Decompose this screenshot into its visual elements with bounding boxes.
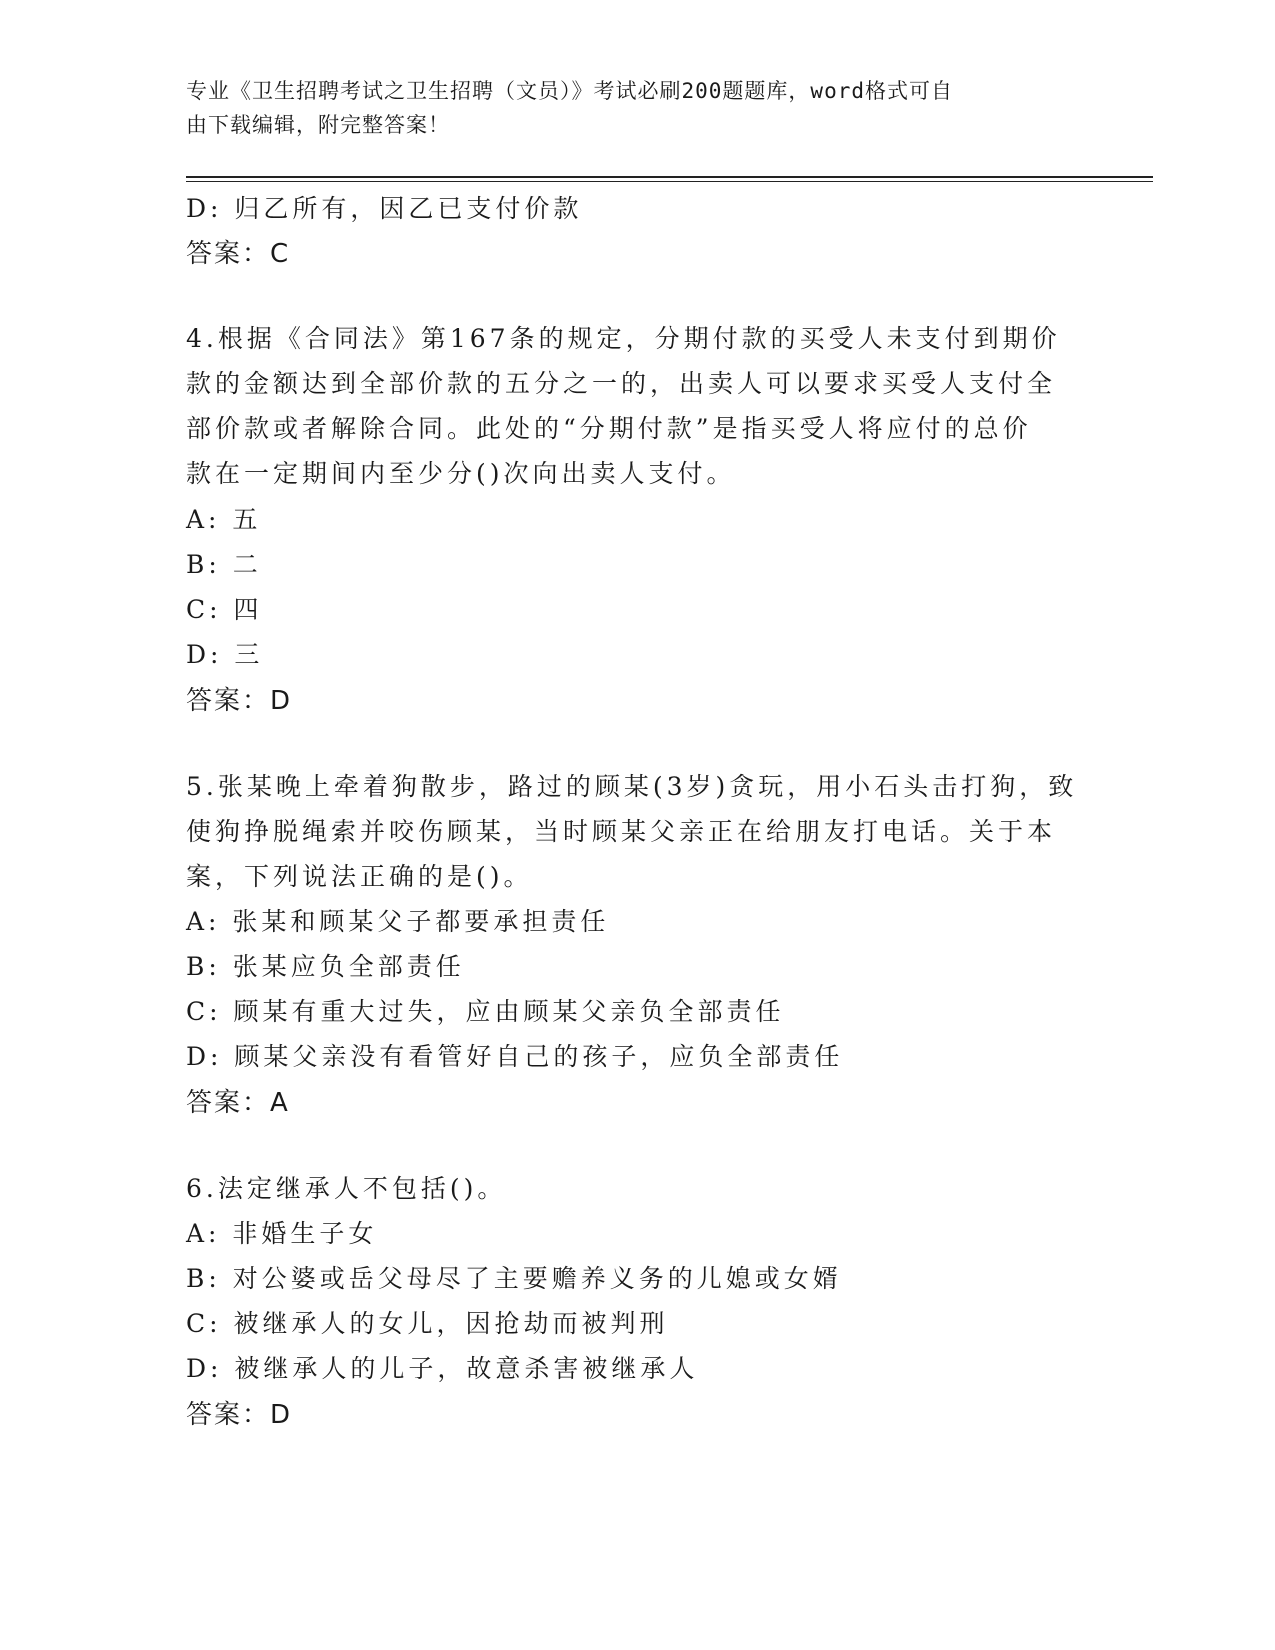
q3-answer: 答案：C	[186, 239, 291, 269]
page-header	[186, 74, 1066, 142]
q4-stem-line-4: 款在一定期间内至少分()次向出卖人支付。	[186, 459, 736, 488]
header-divider-thin	[186, 181, 1153, 182]
q5-stem-line-1: 5.张某晚上牵着狗散步，路过的顾某(3岁)贪玩，用小石头击打狗，致	[186, 772, 1078, 801]
q4-stem-line-2: 款的金额达到全部价款的五分之一的，出卖人可以要求买受人支付全	[186, 369, 1057, 398]
q5-option-d: D: 顾某父亲没有看管好自己的孩子，应负全部责任	[186, 1042, 844, 1071]
q4-option-a: A: 五	[186, 505, 262, 534]
header-line-1: 专业《卫生招聘考试之卫生招聘（文员）》考试必刷200题题库，word格式可自	[186, 79, 953, 103]
q6-option-b: B: 对公婆或岳父母尽了主要赡养义务的儿媳或女婿	[186, 1264, 842, 1293]
q4-option-d: D: 三	[186, 640, 264, 669]
q3-option-d: D: 归乙所有，因乙已支付价款	[186, 194, 583, 223]
q5-stem-line-2: 使狗挣脱绳索并咬伤顾某，当时顾某父亲正在给朋友打电话。关于本	[186, 817, 1057, 846]
q6-option-a: A: 非婚生子女	[186, 1219, 378, 1248]
q5-option-b: B: 张某应负全部责任	[186, 952, 465, 981]
header-line-2: 由下载编辑，附完整答案！	[186, 113, 450, 137]
q4-option-c: C: 四	[186, 595, 263, 624]
q6-answer: 答案：D	[186, 1400, 293, 1430]
q6-option-d: D: 被继承人的儿子，故意杀害被继承人	[186, 1354, 699, 1383]
q5-stem-line-3: 案，下列说法正确的是()。	[186, 862, 533, 891]
q4-stem-line-3: 部价款或者解除合同。此处的“分期付款”是指买受人将应付的总价	[186, 414, 1032, 443]
q6-stem-line-1: 6.法定继承人不包括()。	[186, 1174, 507, 1203]
q4-stem-line-1: 4.根据《合同法》第167条的规定，分期付款的买受人未支付到期价	[186, 324, 1061, 353]
q4-answer: 答案：D	[186, 686, 293, 716]
q6-option-c: C: 被继承人的女儿，因抢劫而被判刑	[186, 1309, 669, 1338]
q5-option-c: C: 顾某有重大过失，应由顾某父亲负全部责任	[186, 997, 785, 1026]
q4-option-b: B: 二	[186, 550, 262, 579]
header-divider-thick	[186, 176, 1153, 178]
q5-option-a: A: 张某和顾某父子都要承担责任	[186, 907, 610, 936]
q5-answer: 答案：A	[186, 1088, 290, 1118]
